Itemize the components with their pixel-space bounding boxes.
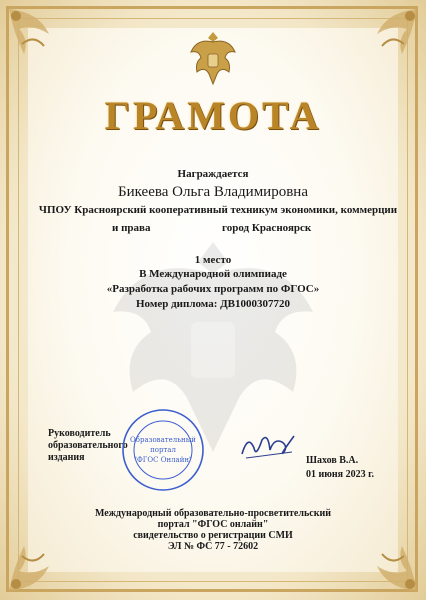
organization-line-continuation: и права [112,222,151,234]
olympiad-label: В Международной олимпиаде [139,268,287,280]
signer-name: Шахов В.А. [306,455,359,466]
awarded-label: Награждается [177,168,249,180]
organization-line: ЧПОУ Красноярский кооперативный техникум экономики, коммерции [38,204,398,216]
program-title: «Разработка рабочих программ по ФГОС» [106,283,320,295]
coat-of-arms-icon [187,28,239,88]
signer-block [306,454,374,482]
corner-ornament-icon [4,4,74,74]
footer-line: портал "ФГОС онлайн" [157,519,269,530]
signature-date: 01 июня 2023 г. [306,469,374,480]
footer-line: ЭЛ № ФС 77 - 72602 [167,541,259,552]
certificate-title: ГРАМОТА [104,93,322,138]
head-label-line: Руководитель образовательного [48,428,128,451]
organization-city: город Красноярск [222,222,312,234]
head-label-line: издания [48,452,85,463]
footer-line: свидетельство о регистрации СМИ [133,530,293,541]
signature-icon [238,428,300,464]
corner-ornament-icon [352,4,422,74]
official-stamp-icon [121,408,205,492]
stamp-center-line: "ФГОС Онлайн" [133,456,193,464]
stamp-center-line: Образовательный [130,436,196,444]
recipient-name: Бикеева Ольга Владимировна [118,184,308,200]
footer-line: Международный образовательно-просветительский [95,508,331,519]
footer-registration [0,508,426,552]
place-label: 1 место [194,254,232,266]
stamp-center-line: портал [150,446,176,454]
diploma-number: Номер диплома: ДВ1000307720 [135,298,291,310]
